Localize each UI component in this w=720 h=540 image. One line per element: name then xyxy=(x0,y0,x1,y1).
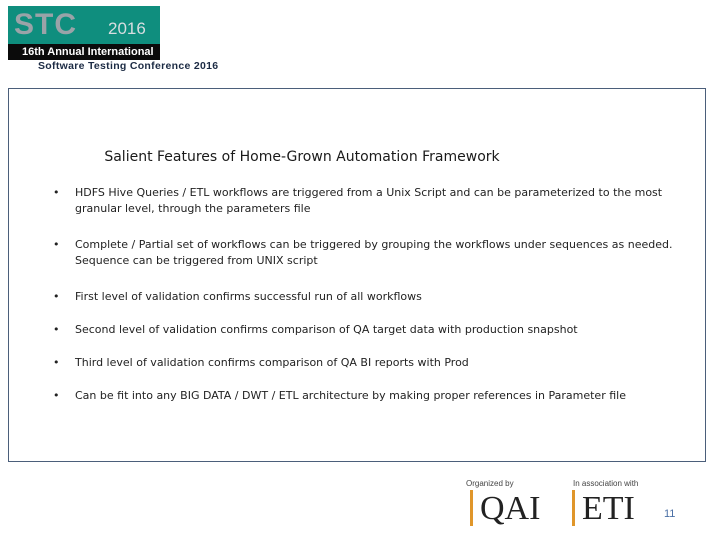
logo-ribbon xyxy=(8,44,160,60)
bullet-icon: • xyxy=(53,186,60,199)
organized-by-label: Organized by xyxy=(466,479,514,488)
association-label: In association with xyxy=(573,479,639,488)
bullet-text: First level of validation confirms successful run of all workflows xyxy=(75,290,422,303)
bullet-icon: • xyxy=(53,389,60,402)
bullet-item xyxy=(53,388,693,404)
bullet-text: Third level of validation confirms comparison of QA BI reports with Prod xyxy=(75,356,469,369)
logo-text: STC xyxy=(14,8,77,41)
bullet-text: HDFS Hive Queries / ETL workflows are triggered from a Unix Script and can be parameterized to the most granular level, through the parameters file xyxy=(75,186,663,215)
bullet-item xyxy=(53,289,693,305)
logo-year: 2016 xyxy=(108,19,146,38)
page-number: 11 xyxy=(664,508,676,520)
associate-logo: ETI xyxy=(582,490,635,527)
conference-logo xyxy=(8,6,160,60)
slide-title: Salient Features of Home-Grown Automation Framework xyxy=(104,149,500,165)
bullet-text: Complete / Partial set of workflows can be triggered by grouping the workflows under sequences as needed. Sequence can be triggered from UNIX script xyxy=(75,238,673,267)
bullet-item xyxy=(53,322,693,338)
logo-subtitle: Software Testing Conference 2016 xyxy=(38,60,219,72)
organizer-logo: QAI xyxy=(480,490,541,527)
logo-ribbon-text: 16th Annual International xyxy=(22,46,154,58)
bullet-item xyxy=(53,237,693,269)
bullet-icon: • xyxy=(53,323,60,336)
bullet-text: Second level of validation confirms comparison of QA target data with production snapshot xyxy=(75,323,578,336)
bullet-item xyxy=(53,355,693,371)
bullet-list xyxy=(53,185,693,404)
bullet-text: Can be fit into any BIG DATA / DWT / ETL architecture by making proper references in Parameter file xyxy=(75,389,626,402)
associate-accent-bar xyxy=(572,490,575,526)
content-frame xyxy=(8,88,706,462)
organizer-accent-bar xyxy=(470,490,473,526)
bullet-icon: • xyxy=(53,290,60,303)
bullet-item xyxy=(53,185,693,217)
bullet-icon: • xyxy=(53,238,60,251)
bullet-icon: • xyxy=(53,356,60,369)
